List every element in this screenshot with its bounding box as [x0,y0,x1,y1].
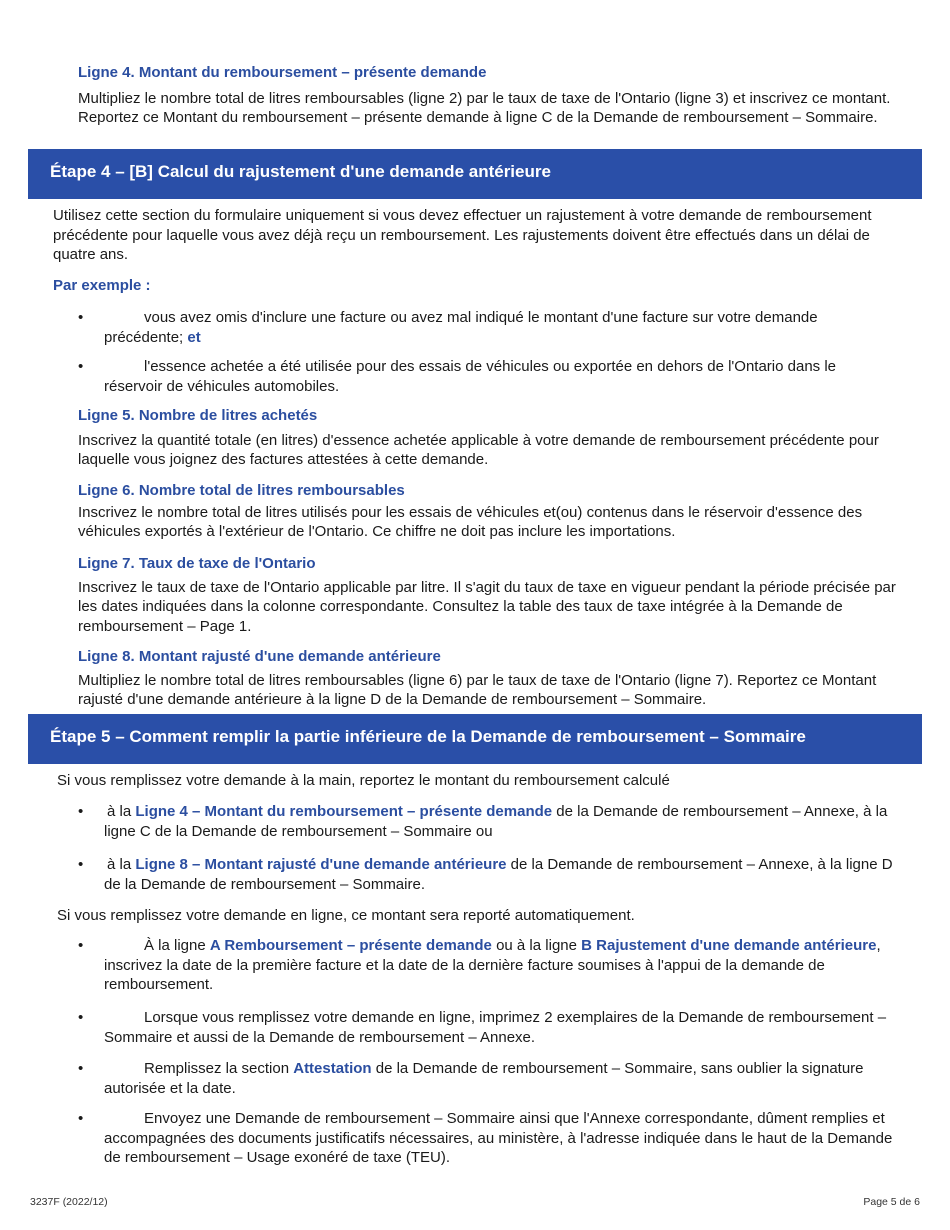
bullet-text-pre: À la ligne [144,937,210,954]
bullet-text-main: Lorsque vous remplissez votre demande en ligne, imprimez 2 exemplaires de la Demande de remboursement – Sommaire et aussi de la Demande de remboursement – Annexe. [104,1009,887,1046]
bullet-text-bold-1: A Remboursement – présente demande [209,937,492,954]
bullet-text-main: vous avez omis d'inclure une facture ou avez mal indiqué le montant d'une facture sur votre demande précédente; [104,309,818,346]
bullet-marker: • [78,309,84,326]
line6-section [78,481,908,542]
line5-section [78,406,908,470]
example-label [53,276,151,296]
bullet-text-main: l'essence achetée a été utilisée pour des essais de véhicules ou exportée en dehors de l'Ontario dans le réservoir de véhicules automobiles. [104,358,836,395]
line5-heading: Ligne 5. Nombre de litres achetés [78,407,318,424]
bullet-marker: • [78,1009,84,1026]
bullet-text-bold: Ligne 4 – Montant du remboursement – présente demande [135,803,553,820]
step5-online [57,906,907,926]
step4-banner: Étape 4 – [B] Calcul du rajustement d'une demande antérieure [28,149,922,199]
bullet-text [104,936,896,995]
bullet-text [104,1059,896,1098]
line8-heading: Ligne 8. Montant rajusté d'une demande antérieure [78,648,441,665]
bullet-text-bold-2: B Rajustement d'une demande antérieure [581,937,877,954]
line4-section [78,63,908,128]
example-label-text: Par exemple : [53,277,151,294]
line6-heading: Ligne 6. Nombre total de litres remboursables [78,482,405,499]
bullet-text [104,855,896,894]
bullet-text-pre: à la [107,803,136,820]
step5-banner: Étape 5 – Comment remplir la partie inférieure de la Demande de remboursement – Sommaire [28,714,922,764]
bullet-text-pre: Remplissez la section [144,1060,294,1077]
line7-heading: Ligne 7. Taux de taxe de l'Ontario [78,555,316,572]
step5-online-text: Si vous remplissez votre demande en ligne, ce montant sera reporté automatiquement. [57,907,635,924]
line7-text: Inscrivez le taux de taxe de l'Ontario applicable par litre. Il s'agit du taux de taxe en vigueur pendant la période précisée par les dates indiquées dans la colonne correspondante. Consultez la table des taux de taxe intégrée à la Demande de remboursement – Page 1. [78,578,896,635]
line5-text: Inscrivez la quantité totale (en litres) d'essence achetée applicable à votre demande de remboursement précédente pour laquelle vous joignez des factures attestées à cette demande. [78,431,879,468]
bullet-text [104,308,896,347]
step4-intro-text: Utilisez cette section du formulaire uniquement si vous devez effectuer un rajustement à votre demande de remboursement précédente pour laquelle vous avez déjà reçu un remboursement. Les rajustements doivent être effectués dans un délai de quatre ans. [53,207,872,263]
line8-section [78,647,908,710]
bullet-marker: • [78,856,84,873]
step5-intro-text: Si vous remplissez votre demande à la main, reportez le montant du remboursement calculé [57,772,670,789]
line8-text: Multipliez le nombre total de litres remboursables (ligne 6) par le taux de taxe de l'Ontario (ligne 7). Reportez ce Montant rajusté d'une demande antérieure à la ligne D de la Demande de remboursement – Sommaire. [78,671,877,708]
line6-text: Inscrivez le nombre total de litres utilisés pour les essais de véhicules et(ou) contenus dans le réservoir d'essence des véhicules exportés à l'extérieur de l'Ontario. Ce chiffre ne doit pas inclure les importations. [78,503,863,540]
bullet-marker: • [78,1110,84,1127]
bullet-text [104,802,896,841]
bullet-text-bold: Ligne 8 – Montant rajusté d'une demande antérieure [135,856,507,873]
bullet-text-post: de la Demande de remboursement – Annexe, à la ligne C de la Demande de remboursement – Sommaire ou [104,803,888,840]
line7-section [78,554,908,636]
bullet-marker: • [78,358,84,375]
line4-text: Multipliez le nombre total de litres remboursables (ligne 2) par le taux de taxe de l'Ontario (ligne 3) et inscrivez ce montant. Reportez ce Montant du remboursement – présente demande à ligne C de la Demande de remboursement – Sommaire. [78,89,891,126]
step5-intro [57,771,907,791]
bullet-text-main: Envoyez une Demande de remboursement – Sommaire ainsi que l'Annexe correspondante, dûment remplies et accompagnées des documents justificatifs nécessaires, au ministère, à l'adresse indiquée dans le haut de la Demande de remboursement – Usage exonéré de taxe (TEU). [104,1110,893,1166]
bullet-marker: • [78,803,84,820]
bullet-text-bold: et [187,328,201,346]
step4-intro [53,206,903,265]
form-id: 3237F (2022/12) [30,1196,108,1208]
bullet-text-pre: à la [107,856,136,873]
bullet-text-post: de la Demande de remboursement – Sommaire, sans oublier la signature autorisée et la date. [104,1060,864,1097]
bullet-text [104,1008,896,1047]
bullet-text-bold: Attestation [293,1060,372,1077]
bullet-marker: • [78,937,84,954]
bullet-text-post: de la Demande de remboursement – Annexe, à la ligne D de la Demande de remboursement – Sommaire. [104,856,893,893]
page-number: Page 5 de 6 [863,1196,920,1208]
bullet-text-mid: ou à la ligne [491,937,582,954]
bullet-text-post: , inscrivez la date de la première facture et la date de la dernière facture soumises à l'appui de la demande de remboursement. [104,937,881,993]
bullet-text [104,1109,896,1168]
bullet-text [104,357,896,396]
line4-heading: Ligne 4. Montant du remboursement – présente demande [78,64,487,81]
bullet-marker: • [78,1060,84,1077]
